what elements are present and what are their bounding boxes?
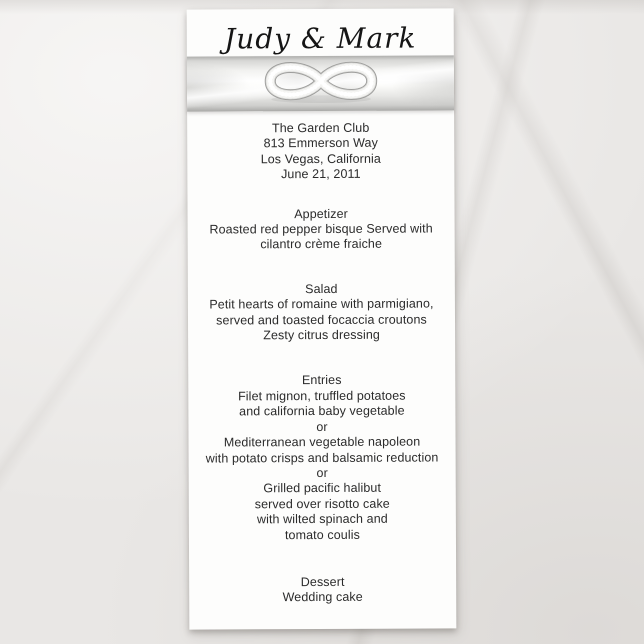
menu-line: Filet mignon, truffled potatoes [238,388,406,404]
menu-section-title: Appetizer [294,206,348,221]
menu-line: Mediterranean vegetable napoleon [223,434,421,450]
menu-line: with potato crisps and balsamic reduction [205,449,439,466]
menu-line: Wedding cake [282,590,363,605]
diamond-infinity-icon [253,57,387,106]
couple-names: Judy & Mark [223,21,417,56]
menu-section-entries [194,373,450,544]
menu-section-dessert [195,574,450,606]
menu-line: and california baby vegetable [239,403,405,419]
venue-block [193,120,448,183]
menu-line: served over risotto cake [254,496,390,512]
menu-line: Grilled pacific halibut [263,481,382,496]
menu-content [193,120,450,606]
menu-line: with wilted spinach and [256,511,388,527]
menu-section-lines [194,221,449,253]
menu-line: or [316,465,328,480]
menu-card [187,8,457,629]
menu-section-appetizer [194,206,449,253]
venue-line: The Garden Club [271,120,370,136]
menu-line: tomato coulis [284,527,360,542]
menu-line: Zesty citrus dressing [263,327,380,343]
menu-line: Petit hearts of romaine with parmigiano, [209,296,434,312]
menu-section-title: Salad [305,281,338,296]
menu-section-title: Entries [301,373,342,388]
menu-line: Roasted red pepper bisque Served with [209,221,433,237]
menu-line: served and toasted focaccia croutons [216,312,427,328]
menu-section-lines [195,590,450,607]
menu-line: cilantro crème fraiche [260,237,383,252]
menu-section-lines [194,297,449,344]
venue-line: June 21, 2011 [281,167,361,182]
menu-section-title: Dessert [300,574,345,590]
venue-line: 813 Emmerson Way [263,136,378,151]
menu-section-lines [194,388,450,543]
menu-line: or [316,419,328,434]
menu-section-salad [194,281,449,344]
venue-line: Los Vegas, California [260,151,381,167]
